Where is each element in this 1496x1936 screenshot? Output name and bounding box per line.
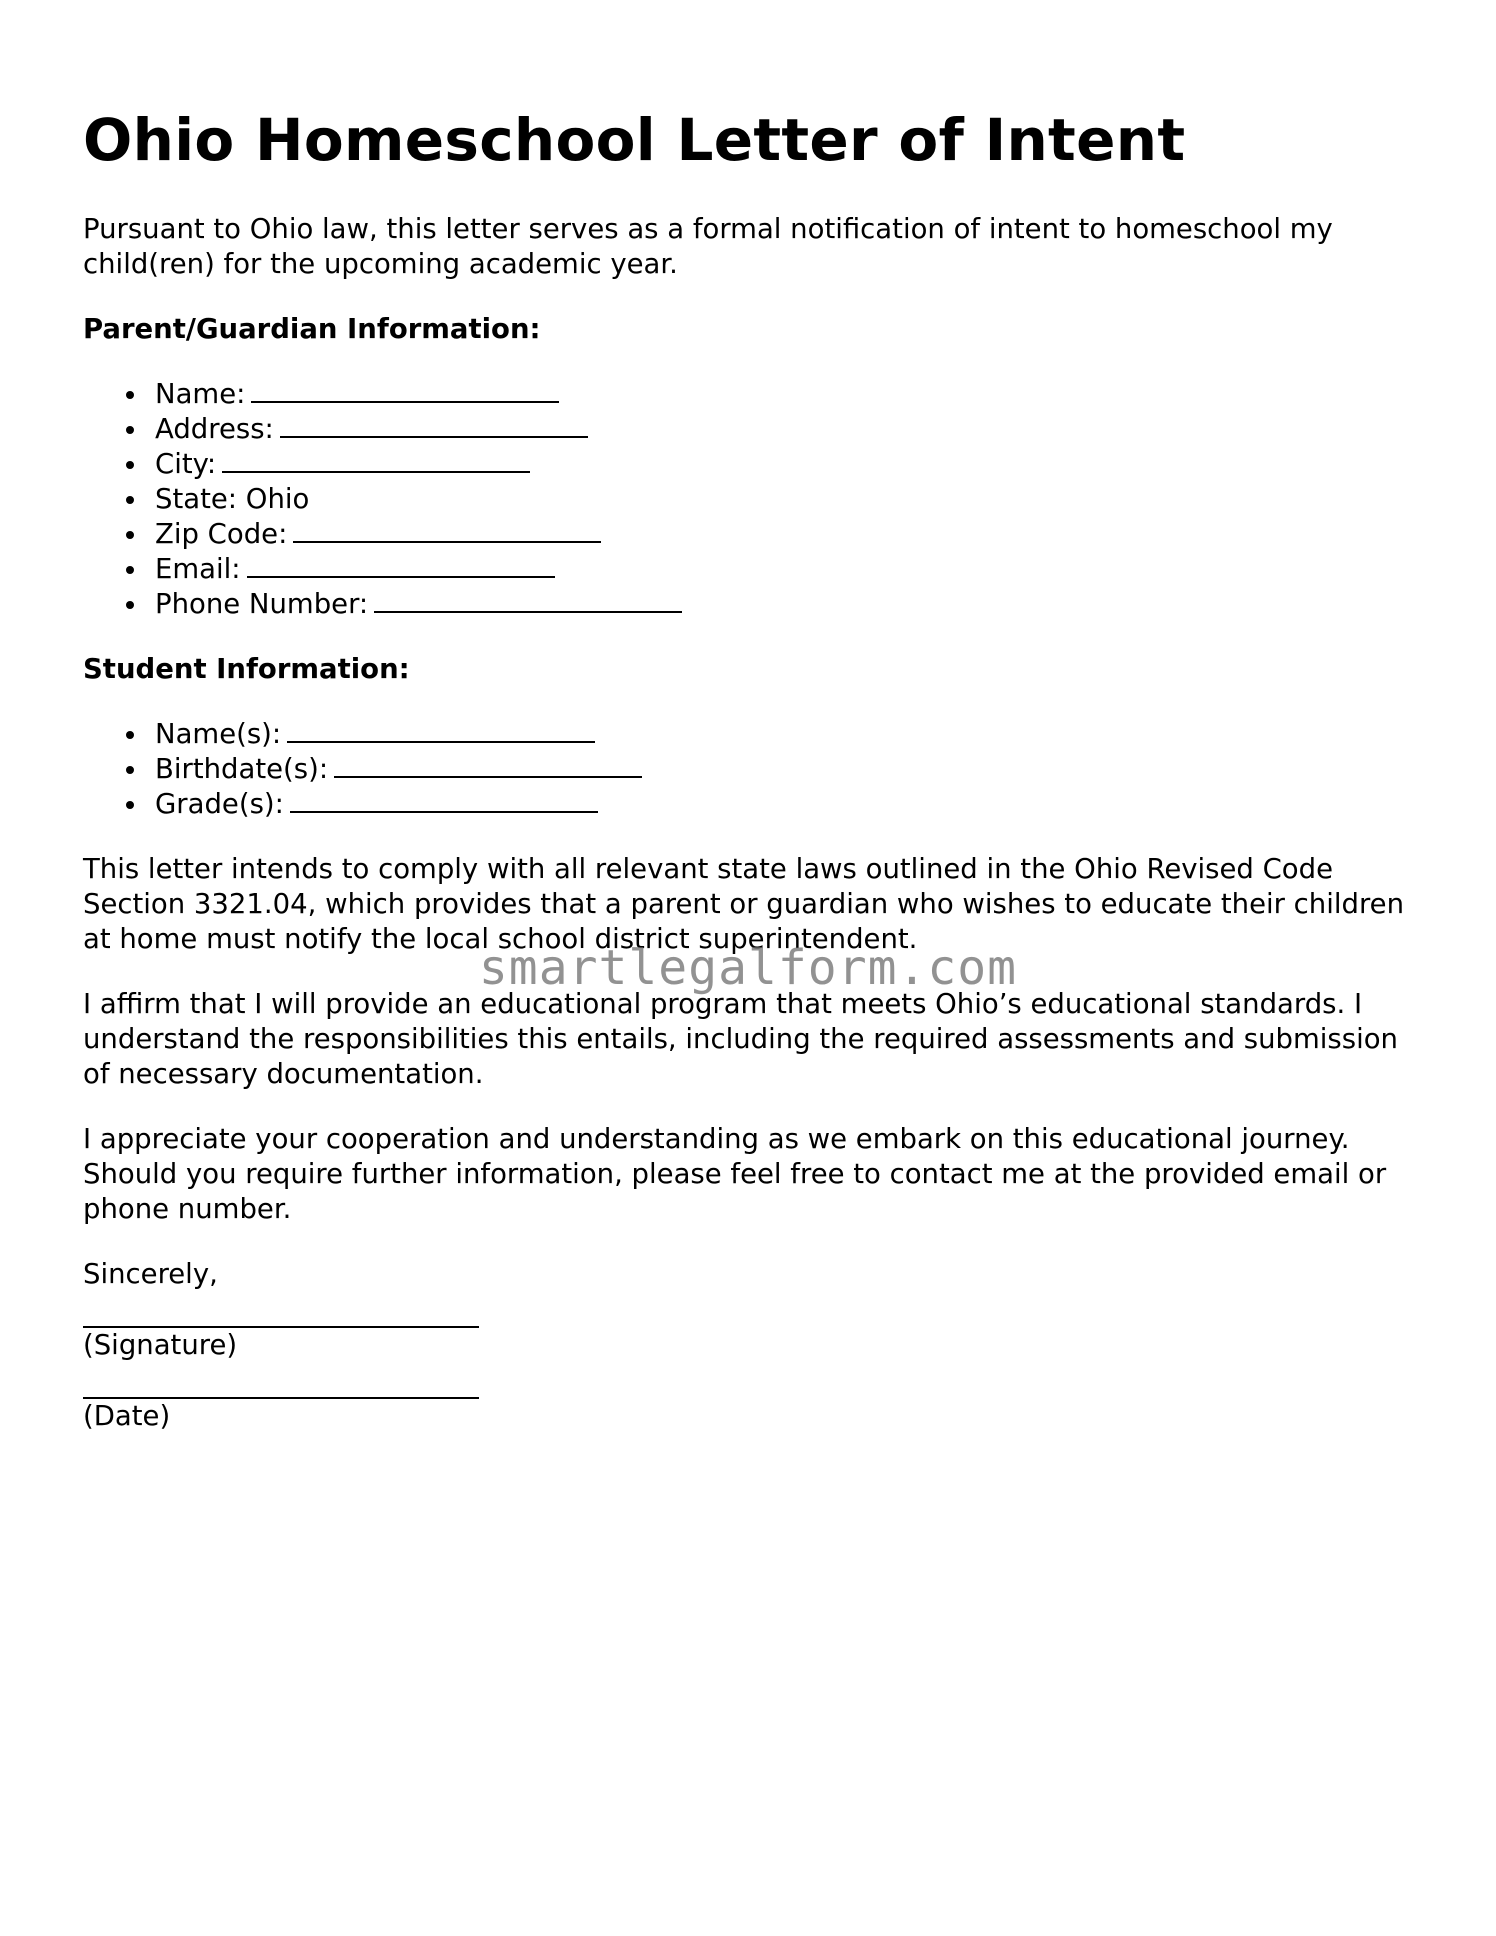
student-grades-item [155, 787, 1423, 822]
student-section-heading: Student Information: [83, 653, 410, 685]
field-label: Name(s): [155, 718, 282, 750]
parent-name-item [155, 377, 1423, 412]
field-label: City: [155, 448, 217, 480]
intro-paragraph: Pursuant to Ohio law, this letter serves as a formal notification of intent to homeschool my child(ren) for the upcoming academic year. [83, 213, 1333, 280]
affirmation-paragraph: I affirm that I will provide an educational program that meets Ohio’s educational standards. I understand the responsibilities this entails, including the required assessments and submission of necessary documentation. [83, 988, 1398, 1090]
parent-phone-blank[interactable] [374, 587, 682, 613]
parent-address-blank[interactable] [280, 412, 588, 438]
parent-address-item [155, 412, 1423, 447]
closing-text: Sincerely, [83, 1258, 218, 1290]
student-birthdates-item [155, 752, 1423, 787]
signature-line[interactable] [83, 1292, 479, 1328]
signature-label: (Signature) [83, 1329, 238, 1361]
field-label: Phone Number: [155, 588, 369, 620]
parent-phone-item [155, 587, 1423, 622]
field-label: State: Ohio [155, 483, 310, 515]
parent-email-blank[interactable] [247, 552, 555, 578]
field-label: Birthdate(s): [155, 753, 329, 785]
student-names-blank[interactable] [287, 717, 595, 743]
compliance-paragraph: This letter intends to comply with all relevant state laws outlined in the Ohio Revised Code Section 3321.04, which provides that a parent or guardian who wishes to educate their children at home must notify the local school district superintendent. [83, 853, 1405, 955]
student-names-item [155, 717, 1423, 752]
student-grades-blank[interactable] [290, 787, 598, 813]
parent-city-blank[interactable] [222, 447, 530, 473]
document-title: Ohio Homeschool Letter of Intent [83, 106, 1186, 174]
parent-city-item [155, 447, 1423, 482]
field-label: Address: [155, 413, 274, 445]
student-info-list [83, 717, 1423, 822]
appreciation-paragraph: I appreciate your cooperation and understanding as we embark on this educational journey. Should you require further information, please feel free to contact me at the provided email or phone number. [83, 1123, 1387, 1225]
signature-block [83, 1292, 1423, 1434]
student-birthdates-blank[interactable] [334, 752, 642, 778]
watermark-text: smartlegalform.com [478, 940, 1018, 996]
field-label: Zip Code: [155, 518, 288, 550]
parent-state-item [155, 482, 1423, 517]
parent-zip-blank[interactable] [293, 517, 601, 543]
parent-email-item [155, 552, 1423, 587]
field-label: Grade(s): [155, 788, 284, 820]
field-label: Name: [155, 378, 246, 410]
document-page [83, 100, 1423, 1434]
date-label: (Date) [83, 1400, 171, 1432]
parent-zip-item [155, 517, 1423, 552]
date-line[interactable] [83, 1363, 479, 1399]
parent-name-blank[interactable] [251, 377, 559, 403]
parent-info-list [83, 377, 1423, 622]
field-label: Email: [155, 553, 241, 585]
parent-section-heading: Parent/Guardian Information: [83, 313, 541, 345]
